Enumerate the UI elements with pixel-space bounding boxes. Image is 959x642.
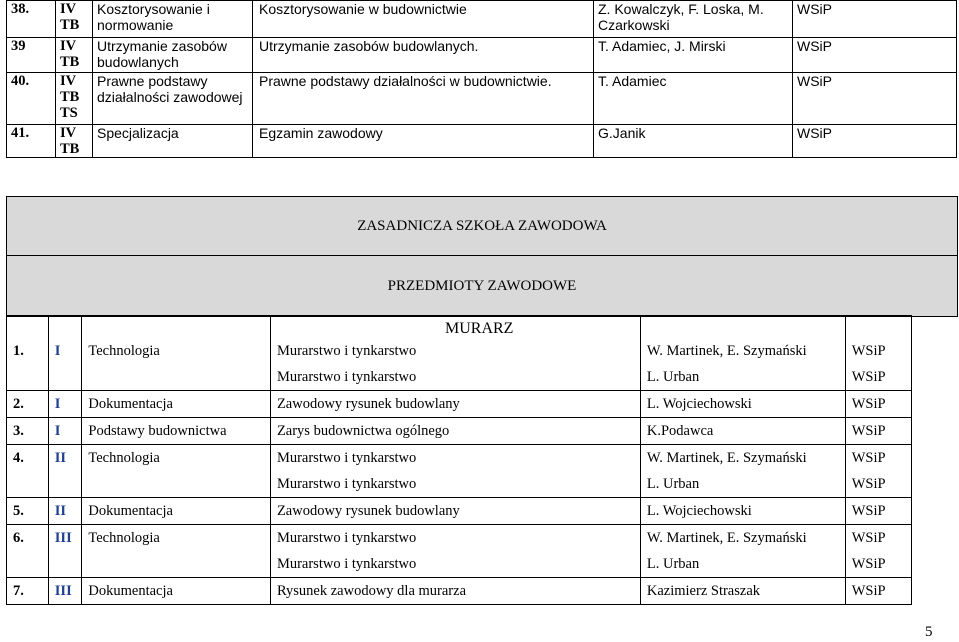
row-number: 38. — [7, 1, 56, 38]
book-title: Zawodowy rysunek budowlany — [270, 498, 640, 525]
subject-name: Dokumentacja — [82, 578, 271, 605]
book-title: Zarys budownictwa ogólnego — [270, 418, 640, 445]
author-line: W. Martinek, E. Szymański — [646, 343, 807, 359]
table-row — [7, 73, 957, 125]
book-authors: G.Janik — [594, 125, 793, 158]
subject-name: Dokumentacja — [82, 498, 271, 525]
publisher: WSiP — [845, 498, 911, 525]
book-title: Murarstwo i tynkarstwo — [276, 530, 417, 546]
book-title: Egzamin zawodowy — [253, 125, 594, 158]
subject-name: Utrzymanie zasobów budowlanych — [93, 38, 253, 73]
author-line: L. Urban — [646, 369, 700, 385]
publisher-line: WSiP — [851, 476, 886, 492]
row-number: 39 — [7, 38, 56, 73]
subject-name: Technologia — [82, 525, 271, 578]
upper-booklist-table — [6, 0, 957, 158]
publisher: WSiP — [793, 73, 957, 125]
class-level: I — [48, 418, 82, 445]
publisher-line: WSiP — [851, 530, 886, 546]
row-number: 41. — [7, 125, 56, 158]
publishers — [845, 445, 911, 498]
book-title: Kosztorysowanie w budownictwie — [253, 1, 594, 38]
subject-name: Specjalizacja — [93, 125, 253, 158]
book-title: Murarstwo i tynkarstwo — [276, 369, 417, 385]
subject-name: Prawne podstawy działalności zawodowej — [93, 73, 253, 125]
row-number: 40. — [7, 73, 56, 125]
class-level: IV TB TS — [56, 73, 93, 125]
publisher: WSiP — [845, 391, 911, 418]
publisher-line: WSiP — [851, 343, 886, 359]
book-authors: L. Wojciechowski — [640, 498, 845, 525]
publisher: WSiP — [845, 578, 911, 605]
publisher: WSiP — [845, 418, 911, 445]
author-line: W. Martinek, E. Szymański — [646, 530, 807, 546]
row-number: 5. — [7, 498, 49, 525]
subject-name: Dokumentacja — [82, 391, 271, 418]
row-number: 1. — [7, 316, 49, 391]
class-level: I — [48, 316, 82, 391]
book-authors — [640, 525, 845, 578]
author-line: W. Martinek, E. Szymański — [646, 450, 807, 466]
class-level: I — [48, 391, 82, 418]
book-title: Prawne podstawy działalności w budownictwie. — [253, 73, 594, 125]
class-level: II — [48, 445, 82, 498]
murarz-booklist-table — [6, 315, 912, 605]
subjects-heading: PRZEDMIOTY ZAWODOWE — [6, 255, 958, 317]
book-title: Murarstwo i tynkarstwo — [276, 450, 417, 466]
book-authors: Kazimierz Straszak — [640, 578, 845, 605]
book-titles — [270, 445, 640, 498]
publisher: WSiP — [793, 38, 957, 73]
book-title: Rysunek zawodowy dla murarza — [270, 578, 640, 605]
table-row — [7, 1, 957, 38]
publisher: WSiP — [793, 1, 957, 38]
table-row — [7, 125, 957, 158]
class-level: IV TB — [56, 1, 93, 38]
table-row — [7, 38, 957, 73]
book-title: Murarstwo i tynkarstwo — [276, 343, 417, 359]
row-number: 3. — [7, 418, 49, 445]
table-row — [7, 525, 912, 578]
book-authors: L. Wojciechowski — [640, 391, 845, 418]
book-authors — [640, 316, 845, 391]
table-row — [7, 391, 912, 418]
publisher-line: WSiP — [851, 369, 886, 385]
page-number: 5 — [925, 624, 933, 640]
class-level: II — [48, 498, 82, 525]
book-title: Zawodowy rysunek budowlany — [270, 391, 640, 418]
row-number: 2. — [7, 391, 49, 418]
publisher-line: WSiP — [851, 556, 886, 572]
table-row — [7, 445, 912, 498]
subject-name: Kosztorysowanie i normowanie — [93, 1, 253, 38]
table-row — [7, 418, 912, 445]
publishers — [845, 316, 911, 391]
book-authors: T. Adamiec, J. Mirski — [594, 38, 793, 73]
book-titles — [270, 525, 640, 578]
book-authors: Z. Kowalczyk, F. Loska, M. Czarkowski — [594, 1, 793, 38]
author-line: L. Urban — [646, 476, 700, 492]
subject-name: Podstawy budownictwa — [82, 418, 271, 445]
class-level: IV TB — [56, 38, 93, 73]
publishers — [845, 525, 911, 578]
class-level: IV TB — [56, 125, 93, 158]
table-row — [7, 578, 912, 605]
book-title: Murarstwo i tynkarstwo — [276, 556, 417, 572]
row-number: 6. — [7, 525, 49, 578]
row-number: 4. — [7, 445, 49, 498]
book-authors: K.Podawca — [640, 418, 845, 445]
publisher-line: WSiP — [851, 450, 886, 466]
school-type-heading: ZASADNICZA SZKOŁA ZAWODOWA — [6, 196, 958, 257]
book-title: Utrzymanie zasobów budowlanych. — [253, 38, 594, 73]
class-level: III — [48, 525, 82, 578]
table-row — [7, 498, 912, 525]
trade-heading: MURARZ — [445, 320, 514, 337]
publisher: WSiP — [793, 125, 957, 158]
book-authors — [640, 445, 845, 498]
author-line: L. Urban — [646, 556, 700, 572]
class-level: III — [48, 578, 82, 605]
book-authors: T. Adamiec — [594, 73, 793, 125]
row-number: 7. — [7, 578, 49, 605]
subject-name: Technologia — [82, 316, 271, 391]
subject-name: Technologia — [82, 445, 271, 498]
book-title: Murarstwo i tynkarstwo — [276, 476, 417, 492]
